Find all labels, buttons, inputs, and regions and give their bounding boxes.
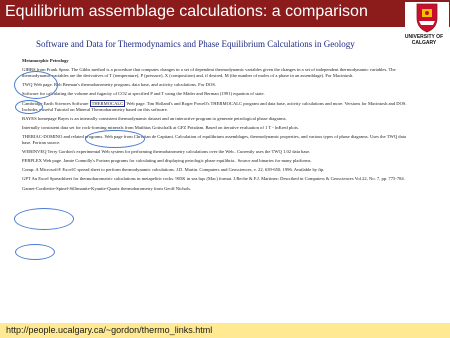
co2-entry[interactable]: Software for calculating the volume and fugacity of CO2 at specified P and T using the Mäder and Berman (1991) equation of state. bbox=[22, 90, 265, 96]
document-body bbox=[22, 58, 412, 195]
cambridge-desc: Web page. Tim Holland's and Roger Powell's THERMOCALC program and data base, activity calculations and more. Versions for Macintosh and DOS. Includes a useful Tutorial on Mineral Thermobarometry based on this software. bbox=[22, 101, 407, 113]
title-bar bbox=[0, 0, 450, 27]
footer-url-link[interactable]: http://people.ucalgary.ca/~gordon/thermo_links.html bbox=[6, 325, 213, 335]
cambridge-link[interactable]: Cambridge Earth Sciences Software bbox=[22, 101, 89, 107]
gibbs-highlight-circle bbox=[14, 71, 58, 99]
twq-highlight-circle bbox=[15, 100, 43, 114]
webinveq-entry[interactable]: WEBINVEQ Terry Gordon's experimental Web system for performing thermobarometry calculations over the Web.. Currently uses the TWQ 1.02 data base. bbox=[22, 149, 311, 155]
thermocalc-link[interactable]: THERMOCALC bbox=[91, 101, 124, 107]
gpt-entry[interactable]: GPT An Excel Spreadsheet for thermobarometric calculations in metapelitic rocks. 905K in sea.hqx (Mac) format. J.Reche & F.J. Martinez: Described in Computers & Geosciences Vol.22, No. 7, pp. 775-784. bbox=[22, 176, 405, 182]
perplex-entry[interactable]: PERPLEX Web page. Jamie Connolly's Fortran programs for calculating and displaying petrologic phase equilibria.. Source and binaries for many platforms. bbox=[22, 158, 312, 164]
garnet-entry[interactable]: Garnet-Cordierite-Spinel-Sillimanite-Kyanite-Quartz thermobarometry from Geoff Nichols. bbox=[22, 185, 192, 191]
comp-entry[interactable]: Comp: A Microsoft® Excel© spread sheet to perform thermodynamic calculations. J.D. Martin. Computers and Geosciences, v. 22, 639-650, 1996. Available by ftp. bbox=[22, 167, 325, 173]
dataset-entry[interactable]: Internally consistent data set for rock-forming minerals from Matthias Gottschalk at GFZ Potsdam. Based on iterative evaluation of 1 T - lnKred plots. bbox=[22, 125, 299, 131]
theriac-highlight-circle bbox=[14, 208, 74, 230]
gibbs-entry[interactable]: GIBBS from Frank Spear. The Gibbs method is a procedure that computes changes in a set of dependent thermodynamic variables given the changes in a set of independent thermodynamic variables. The thermodynamic variables are the derivatives of T (temperature), P (pressure), X (composition) and, if desired, M (the number of moles of a phase in an assemblage). For Macintosh. bbox=[22, 67, 396, 78]
slide-title: Equilibrium assemblage calculations: a comparison bbox=[5, 3, 368, 20]
logo-text: UNIVERSITY OF CALGARY bbox=[404, 34, 444, 46]
subtitle: Software and Data for Thermodynamics and Phase Equilibrium Calculations in Geology bbox=[36, 39, 355, 49]
footer-bar bbox=[0, 323, 450, 338]
cambridge-entry[interactable] bbox=[22, 100, 412, 113]
bayes-entry[interactable]: BAYES homepage Bayes is an internally consistent thermodynamic dataset and an interactive program to generate petrological phase diagrams. bbox=[22, 116, 287, 122]
theriac-entry[interactable]: THERIAC-DOMINO and related programs. Web page from Christian de Capitani. Calculation of equilibrium assemblages, thermodynamic properties, and various types of phase diagrams. Uses the TWQ data base. Fortran source. bbox=[22, 134, 406, 146]
perplex-highlight-circle bbox=[15, 244, 55, 260]
section-heading: Metamorphic Petrology bbox=[22, 58, 69, 63]
twq-entry[interactable]: TWQ Web page. Rob Berman's thermobarometry program, data base, and activity calculations. For DOS. bbox=[22, 81, 217, 87]
crest-icon bbox=[405, 2, 449, 34]
thermocalc-highlight-circle bbox=[85, 130, 145, 148]
